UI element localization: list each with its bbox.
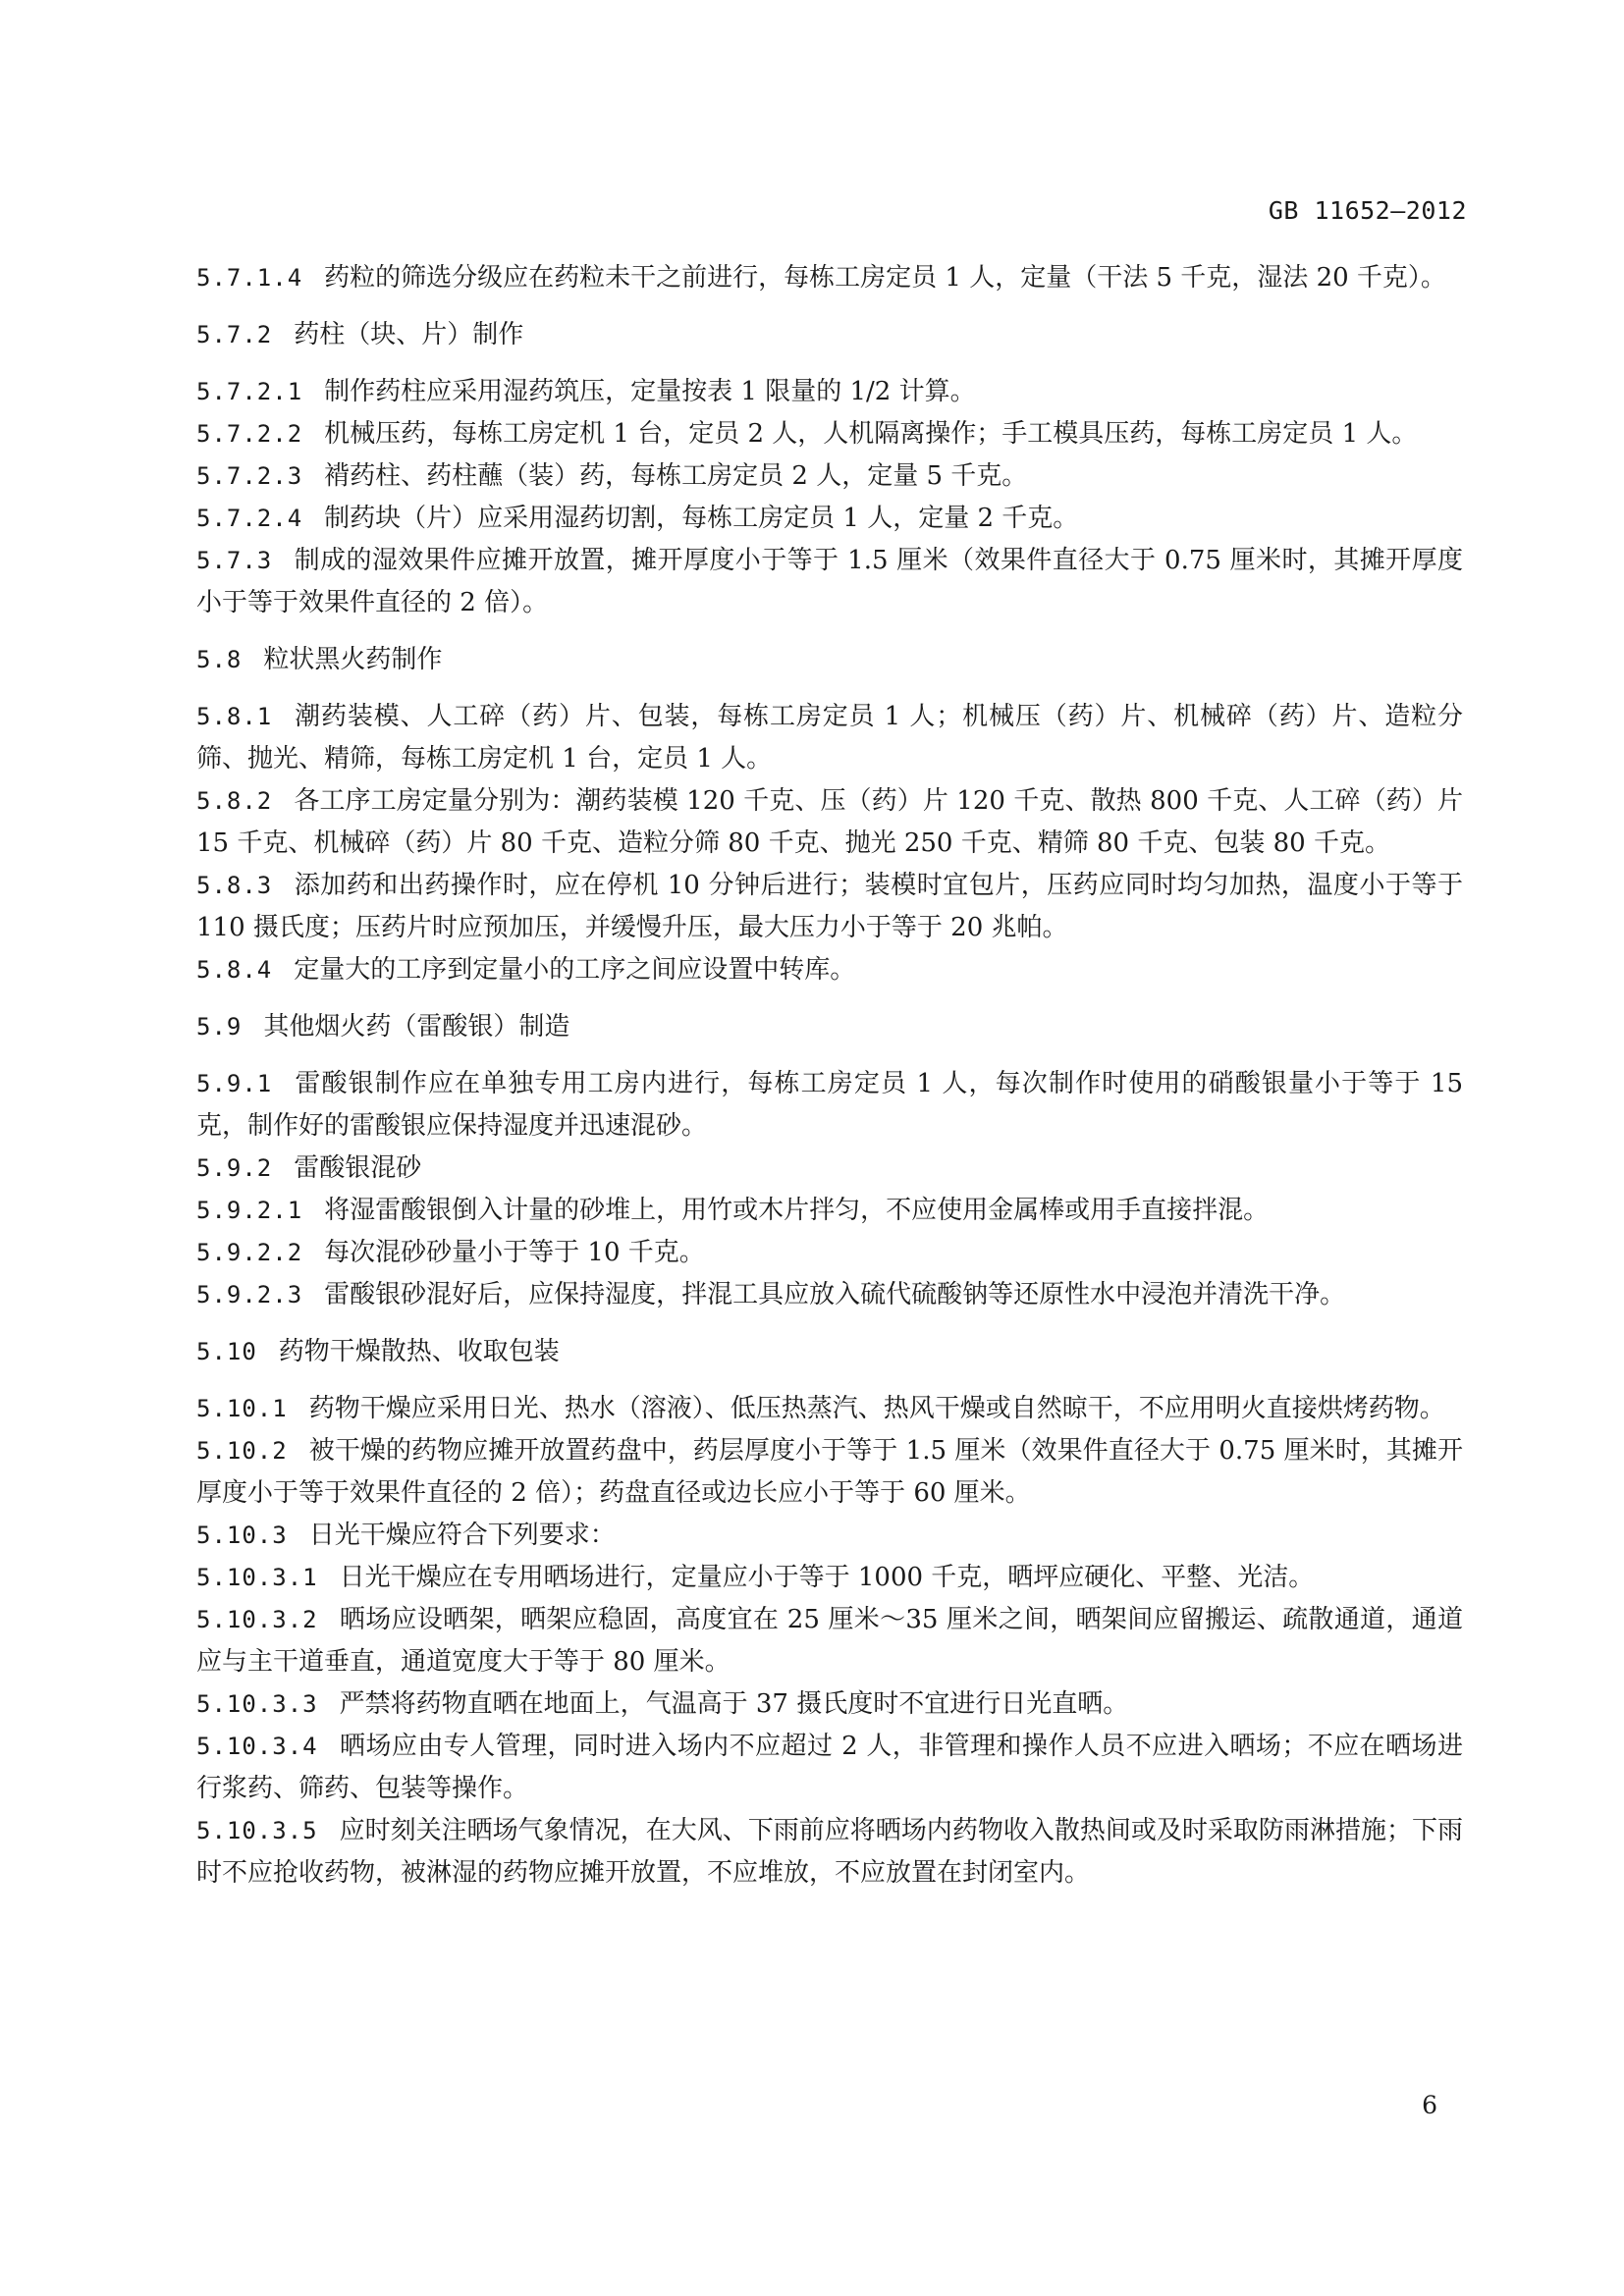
section-heading-5-7-2 xyxy=(196,314,1463,356)
clause-text: 雷酸银砂混好后，应保持湿度，拌混工具应放入硫代硫酸钠等还原性水中浸泡并清洗干净。 xyxy=(324,1280,1346,1309)
clause-text: 潮药装模、人工碎（药）片、包装，每栋工房定员 1 人；机械压（药）片、机械碎（药）片、造粒分筛、抛光、精筛，每栋工房定机 1 台，定员 1 人。 xyxy=(196,702,1463,774)
clause-5-7-2-1 xyxy=(196,371,1463,413)
clause-text: 雷酸银混砂 xyxy=(294,1153,422,1183)
clause-number: 5.8 xyxy=(196,646,243,673)
clause-number: 5.9.2.3 xyxy=(196,1281,303,1308)
clause-number: 5.10.3.1 xyxy=(196,1564,318,1591)
clause-text: 日光干燥应在专用晒场进行，定量应小于等于 1000 千克，晒坪应硬化、平整、光洁。 xyxy=(339,1563,1315,1592)
clause-number: 5.7.2 xyxy=(196,321,273,348)
clause-text: 将湿雷酸银倒入计量的砂堆上，用竹或木片拌匀，不应使用金属棒或用手直接拌混。 xyxy=(324,1196,1270,1225)
clause-5-10-3-3 xyxy=(196,1683,1463,1726)
clause-5-10-1 xyxy=(196,1388,1463,1430)
clause-number: 5.9.2 xyxy=(196,1154,273,1182)
clause-number: 5.9 xyxy=(196,1013,243,1041)
clause-text: 褙药柱、药柱蘸（装）药，每栋工房定员 2 人，定量 5 千克。 xyxy=(324,461,1028,491)
clause-5-7-2-3 xyxy=(196,455,1463,498)
clause-5-8-1 xyxy=(196,696,1463,780)
clause-5-10-3-4 xyxy=(196,1726,1463,1810)
clause-5-10-3-2 xyxy=(196,1599,1463,1683)
clause-text: 定量大的工序到定量小的工序之间应设置中转库。 xyxy=(294,955,856,985)
clause-number: 5.7.2.3 xyxy=(196,462,303,490)
clause-5-10-3-5 xyxy=(196,1810,1463,1895)
clause-number: 5.10.3.5 xyxy=(196,1817,318,1844)
clause-5-9-1 xyxy=(196,1063,1463,1148)
clause-5-9-2-2 xyxy=(196,1232,1463,1274)
clause-number: 5.10.3.2 xyxy=(196,1606,318,1633)
clause-number: 5.10.3.4 xyxy=(196,1733,318,1760)
clause-text: 应时刻关注晒场气象情况，在大风、下雨前应将晒场内药物收入散热间或及时采取防雨淋措施；下雨时不应抢收药物，被淋湿的药物应摊开放置，不应堆放，不应放置在封闭室内。 xyxy=(196,1816,1463,1888)
clause-number: 5.9.1 xyxy=(196,1070,273,1097)
clause-text: 制作药柱应采用湿药筑压，定量按表 1 限量的 1/2 计算。 xyxy=(324,377,976,406)
clause-number: 5.10.2 xyxy=(196,1437,288,1465)
clause-number: 5.10.3.3 xyxy=(196,1690,318,1718)
clause-text: 药粒的筛选分级应在药粒未干之前进行，每栋工房定员 1 人，定量（干法 5 千克，湿法 20 千克）。 xyxy=(324,263,1446,293)
clause-text: 机械压药，每栋工房定机 1 台，定员 2 人，人机隔离操作；手工模具压药，每栋工房定员 1 人。 xyxy=(324,419,1418,449)
clause-text: 各工序工房定量分别为：潮药装模 120 千克、压（药）片 120 千克、散热 800 千克、人工碎（药）片 15 千克、机械碎（药）片 80 千克、造粒分筛 80 千克、抛光 250 千克、精筛 80 千克、包装 80 千克。 xyxy=(196,786,1463,858)
clause-number: 5.7.2.2 xyxy=(196,420,303,448)
section-heading-5-9 xyxy=(196,1006,1463,1048)
clause-text: 每次混砂砂量小于等于 10 千克。 xyxy=(324,1238,705,1267)
clause-5-9-2 xyxy=(196,1148,1463,1190)
clause-text: 添加药和出药操作时，应在停机 10 分钟后进行；装模时宜包片，压药应同时均匀加热，温度小于等于 110 摄氏度；压药片时应预加压，并缓慢升压，最大压力小于等于 20 兆帕。 xyxy=(196,871,1463,942)
clause-text: 雷酸银制作应在单独专用工房内进行，每栋工房定员 1 人，每次制作时使用的硝酸银量小于等于 15 克，制作好的雷酸银应保持湿度并迅速混砂。 xyxy=(196,1069,1463,1141)
clause-text: 制药块（片）应采用湿药切割，每栋工房定员 1 人，定量 2 千克。 xyxy=(324,504,1079,533)
clause-text: 严禁将药物直晒在地面上，气温高于 37 摄氏度时不宜进行日光直晒。 xyxy=(339,1689,1129,1719)
clause-text: 药柱（块、片）制作 xyxy=(294,320,524,349)
clause-5-8-3 xyxy=(196,865,1463,949)
clause-5-9-2-3 xyxy=(196,1274,1463,1316)
clause-number: 5.8.3 xyxy=(196,872,273,899)
clause-number: 5.7.3 xyxy=(196,547,273,574)
clause-5-10-2 xyxy=(196,1430,1463,1515)
clause-number: 5.8.2 xyxy=(196,787,273,815)
clause-number: 5.8.4 xyxy=(196,956,273,984)
clause-5-10-3-1 xyxy=(196,1557,1463,1599)
clause-number: 5.10 xyxy=(196,1338,257,1365)
clause-5-7-2-2 xyxy=(196,413,1463,455)
clause-number: 5.9.2.1 xyxy=(196,1197,303,1224)
clause-text: 其他烟火药（雷酸银）制造 xyxy=(263,1012,570,1041)
clause-text: 晒场应由专人管理，同时进入场内不应超过 2 人，非管理和操作人员不应进入晒场；不应在晒场进行浆药、筛药、包装等操作。 xyxy=(196,1732,1463,1803)
section-heading-5-10 xyxy=(196,1331,1463,1373)
clause-5-9-2-1 xyxy=(196,1190,1463,1232)
clause-text: 被干燥的药物应摊开放置药盘中，药层厚度小于等于 1.5 厘米（效果件直径大于 0.75 厘米时，其摊开厚度小于等于效果件直径的 2 倍）；药盘直径或边长应小于等于 60 厘米。 xyxy=(196,1436,1463,1508)
clause-5-8-4 xyxy=(196,949,1463,991)
clause-text: 晒场应设晒架，晒架应稳固，高度宜在 25 厘米～35 厘米之间，晒架间应留搬运、疏散通道，通道应与主干道垂直，通道宽度大于等于 80 厘米。 xyxy=(196,1605,1463,1677)
clause-text: 药物干燥应采用日光、热水（溶液）、低压热蒸汽、热风干燥或自然晾干，不应用明火直接烘烤药物。 xyxy=(308,1394,1445,1423)
clause-5-7-3 xyxy=(196,540,1463,624)
clause-number: 5.10.3 xyxy=(196,1522,288,1549)
clause-5-7-1-4 xyxy=(196,257,1463,299)
clause-text: 药物干燥散热、收取包装 xyxy=(278,1337,560,1366)
clause-text: 制成的湿效果件应摊开放置，摊开厚度小于等于 1.5 厘米（效果件直径大于 0.75 厘米时，其摊开厚度小于等于效果件直径的 2 倍）。 xyxy=(196,546,1463,617)
clause-number: 5.8.1 xyxy=(196,703,273,730)
clause-text: 日光干燥应符合下列要求： xyxy=(308,1521,616,1550)
clause-text: 粒状黑火药制作 xyxy=(263,645,443,674)
clause-number: 5.10.1 xyxy=(196,1395,288,1422)
clause-5-8-2 xyxy=(196,780,1463,865)
standard-code: GB 11652—2012 xyxy=(1268,196,1467,225)
clause-number: 5.9.2.2 xyxy=(196,1239,303,1266)
clause-number: 5.7.2.1 xyxy=(196,378,303,405)
clause-number: 5.7.1.4 xyxy=(196,264,303,292)
page-number: 6 xyxy=(1422,2091,1437,2119)
document-body xyxy=(196,257,1463,1895)
clause-5-10-3 xyxy=(196,1515,1463,1557)
clause-number: 5.7.2.4 xyxy=(196,505,303,532)
section-heading-5-8 xyxy=(196,639,1463,681)
clause-5-7-2-4 xyxy=(196,498,1463,540)
